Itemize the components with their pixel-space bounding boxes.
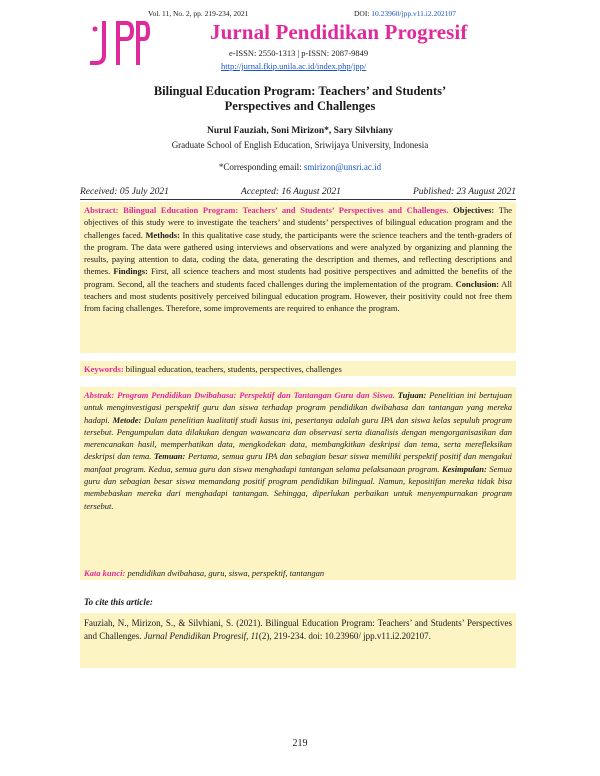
article-title — [80, 84, 520, 114]
logo-text: JPP — [94, 45, 101, 50]
divider — [80, 199, 516, 200]
affiliation: Graduate School of English Education, Sriwijaya University, Indonesia — [171, 140, 429, 150]
accepted-date: Accepted: 16 August 2021 — [241, 187, 341, 197]
methods-text: In this qualitative case study, the participants were the science teachers and the tenth-graders of the program. The data were gathered using interviews and observations and were analyzed by organizing and planning the results, paying attention to data, coding the data, generating the description and themes, and reflecting descriptions and themes. — [84, 229, 512, 277]
citation-part-2: , — [246, 630, 251, 641]
keywords-id-label: Kata kunci: — [84, 568, 126, 578]
page-number: 219 — [292, 738, 308, 749]
received-date: Received: 05 July 2021 — [80, 187, 169, 197]
citation-journal: Jurnal Pendidikan Progresif — [143, 630, 247, 641]
volume-info: Vol. 11, No. 2, pp. 219-234, 2021 — [148, 9, 249, 18]
abstract-id — [84, 389, 512, 512]
methods-label: Methods: — [145, 229, 180, 240]
published-date: Published: 23 August 2021 — [412, 187, 516, 197]
email-label: *Corresponding email: — [218, 162, 304, 172]
keywords-en-text: bilingual education, teachers, students, perspectives, challenges — [123, 364, 342, 374]
findings-text: First, all science teachers and most students had positive perspectives and admitted the benefits of the program. Second, all the teachers and students faced challenges during the implementation of the program. — [84, 266, 512, 289]
corresponding-email — [80, 162, 520, 172]
doi-link[interactable]: 10.23960/jpp.v11.i2.202107 — [371, 9, 457, 18]
journal-logo — [88, 19, 150, 67]
doi-line — [354, 9, 456, 18]
article-dates — [80, 187, 516, 197]
doi-label: DOI: — [354, 9, 372, 18]
tujuan-text: Penelitian ini bertujuan untuk menginvestigasi perspektif guru dan siswa terhadap program pendidikan dwibahasa dan tantangan yang mereka hadapi. — [84, 390, 512, 425]
citation-text — [84, 617, 512, 642]
title-line-2: Perspectives and Challenges — [224, 99, 376, 113]
metode-text: Dalam penelitian kualitatif studi kasus ini, pesertanya adalah guru IPA dan siswa kelas sepuluh program tersebut. Pengumpulan data dilakukan dengan wawancara dan observasi serta dianalisis dengan mengorganisasikan dan merencanakan hasil, memperhatikan data, mengkodekan data, membangkitkan deskripsi dan tema, serta merefleksikan deskripsi dan tema. — [84, 414, 512, 462]
objectives-text: The objectives of this study were to investigate the teachers’ and students’ perspectives of bilingual education program and the challenges faced. — [84, 205, 512, 240]
citation-volume: 11 — [250, 630, 259, 641]
title-line-1: Bilingual Education Program: Teachers’ and Students’ — [153, 84, 447, 98]
authors: Nurul Fauziah, Soni Mirizon*, Sary Silvhiany — [206, 126, 394, 136]
kesimpulan-label: Kesimpulan: — [441, 463, 487, 474]
citation-part-1: Fauziah, N., Mirizon, S., & Silvhiani, S. (2021). Bilingual Education Program: Teachers’ and Students’ Perspectives and Challenges. — [84, 618, 512, 641]
journal-url-link[interactable]: http://jurnal.fkip.unila.ac.id/index.php/jpp/ — [221, 61, 367, 71]
abstract-en — [84, 204, 512, 315]
conclusion-text: All teachers and most students positively perceived bilingual education program. However, their positivity could not free them from facing challenges. Therefore, some improvements are required to enhance the program. — [84, 278, 512, 314]
objectives-label: Objectives: — [453, 205, 495, 215]
citation-heading: To cite this article: — [84, 597, 153, 607]
kesimpulan-text: Semua guru dan sebagian besar siswa memandang positif program pendidikan bilingual. Namun, kepositifan mereka tidak bisa membebaskan mereka dari menghadapi tantangan. Sehingga, diperlukan perbaikan untuk menyempurnakan program tersebut. — [84, 463, 512, 511]
citation-part-3: (2), 219-234. doi: 10.23960/ jpp.v11.i2.202107. — [258, 630, 431, 641]
temuan-label: Temuan: — [154, 451, 186, 462]
tujuan-label: Tujuan: — [397, 390, 427, 400]
findings-label: Findings: — [113, 266, 148, 277]
keywords-en — [84, 363, 512, 375]
abstract-id-heading: Abstrak: Program Pendidikan Dwibahasa: Perspektif dan Tantangan Guru dan Siswa. — [84, 390, 395, 400]
email-link[interactable]: smirizon@unsri.ac.id — [303, 162, 382, 172]
keywords-id — [84, 567, 512, 579]
journal-name: Jurnal Pendidikan Progresif — [210, 20, 468, 44]
temuan-text: Pertama, semua guru IPA dan sebagian besar siswa memiliki perspektif positif dan mengakui manfaat program. Kedua, semua guru dan siswa menghadapi tantangan selama pelaksanaan program. — [84, 451, 512, 474]
issn: e-ISSN: 2550-1313 | p-ISSN: 2087-9849 — [229, 48, 369, 58]
abstract-en-heading: Abstract: Bilingual Education Program: Teachers’ and Students’ Perspectives and Challenges. — [84, 205, 449, 215]
conclusion-label: Conclusion: — [455, 278, 500, 289]
keywords-id-text: pendidikan dwibahasa, guru, siswa, perspektif, tantangan — [125, 568, 325, 578]
metode-label: Metode: — [112, 414, 142, 425]
keywords-en-label: Keywords: — [84, 364, 124, 374]
